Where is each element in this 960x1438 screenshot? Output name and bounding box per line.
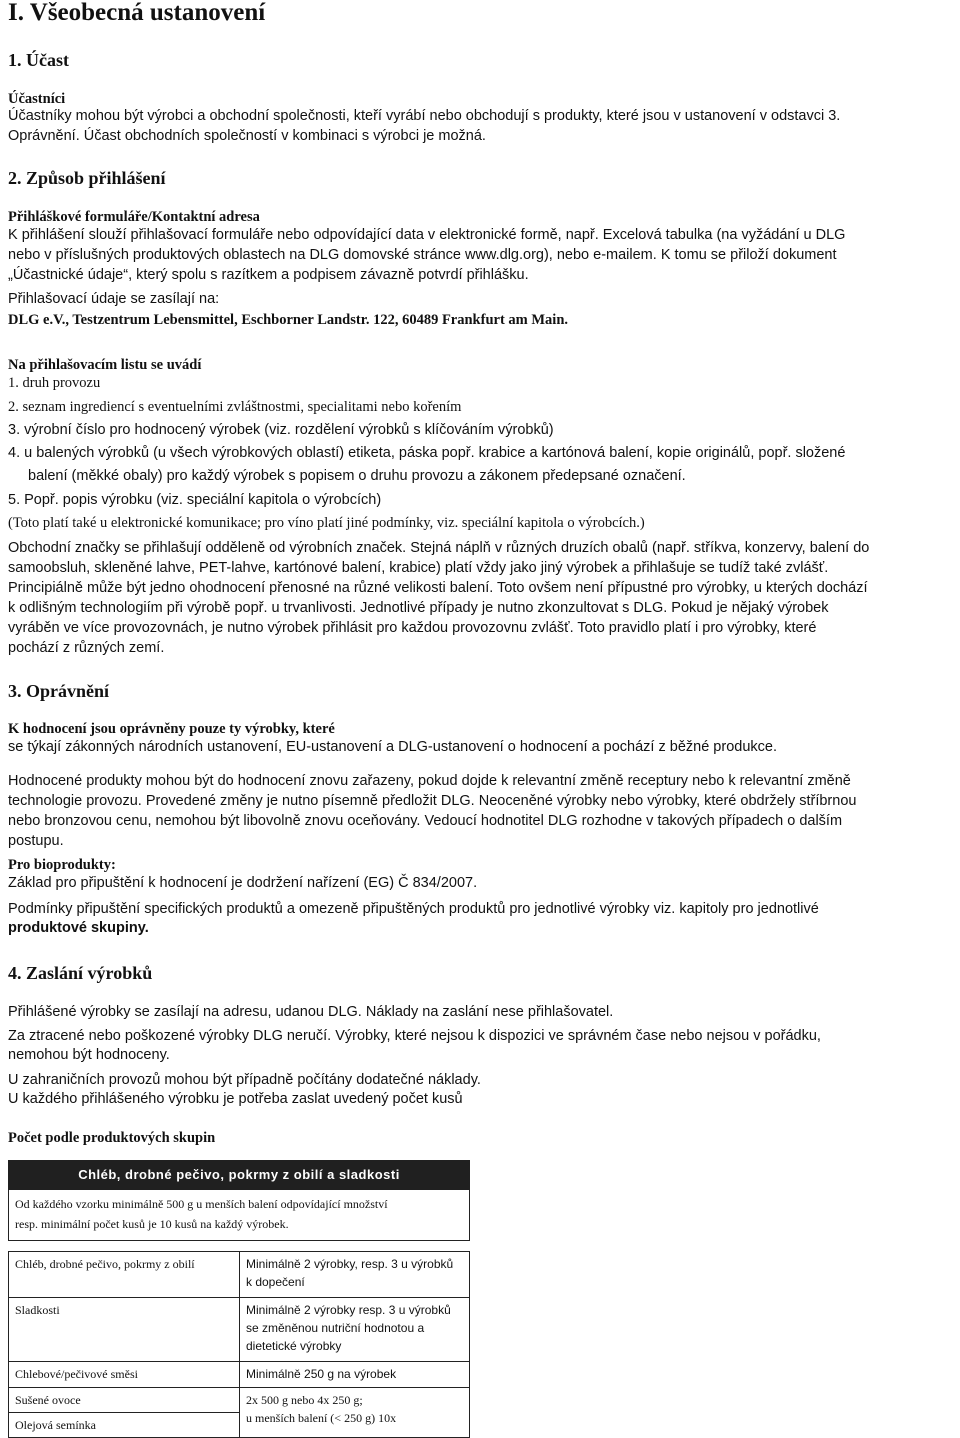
- section-2-line: nebo v příslušných produktových oblastech na DLG domovské stránce www.dlg.org), nebo e-mailem. K tomu se přiloží dokument: [8, 247, 837, 263]
- section-2-heading: 2. Způsob přihlášení: [8, 168, 166, 188]
- section-4-line: Za ztracené nebo poškozené výrobky DLG neručí. Výrobky, které nejsou k dispozici ve správném čase nebo nejsou v pořádku,: [8, 1028, 821, 1044]
- amount-cell: [240, 1252, 470, 1298]
- section-2-paragraph-line: Obchodní značky se přihlašují odděleně od výrobních značek. Stejná náplň v různých druzích obalů (např. stříkva, konzervy, balení do: [8, 540, 870, 556]
- section-3-paragraph-line: technologie provozu. Provedené změny je nutno písemně předložit DLG. Neoceněné výrobky nebo výrobky, které obdržely stříbrnou: [8, 793, 857, 809]
- amount-cell: [240, 1388, 470, 1438]
- section-3-paragraph-line: Hodnocené produkty mohou být do hodnocení znovu zařazeny, pokud dojde k relevantní změně receptury nebo k relevantní změně: [8, 773, 851, 789]
- conditions-line: produktové skupiny.: [8, 920, 149, 936]
- count-heading: Počet podle produktových skupin: [8, 1130, 216, 1146]
- section-3-subheading: K hodnocení jsou oprávněny pouze ty výrobky, které: [8, 721, 335, 737]
- section-4-line: U zahraničních provozů mohou být případně počítány dodatečné náklady.: [8, 1072, 481, 1088]
- amount-cell: [240, 1298, 470, 1362]
- section-3-heading: 3. Oprávnění: [8, 681, 110, 701]
- table-row: [9, 1362, 470, 1388]
- section-4-heading: 4. Zaslání výrobků: [8, 963, 153, 983]
- amount-line: Minimálně 250 g na výrobek: [246, 1367, 397, 1381]
- section-1-line: Oprávnění. Účast obchodních společností v kombinaci s výrobci je možná.: [8, 128, 486, 144]
- table-header: Chléb, drobné pečivo, pokrmy z obilí a sladkosti: [8, 1160, 470, 1190]
- amount-line: k dopečení: [246, 1275, 305, 1289]
- amount-line: u menších balení (< 250 g) 10x: [246, 1411, 397, 1425]
- section-2-paragraph-line: vyráběn ve více provozovnách, je nutno výrobek přihlásit pro každou provozovnu zvlášť. Toto pravidlo platí i pro výrobky, které: [8, 620, 817, 636]
- amount-line: Minimálně 2 výrobky resp. 3 u výrobků: [246, 1303, 451, 1317]
- list-item: 4. u balených výrobků (u všech výrobkových oblastí) etiketa, páska popř. krabice a kartónová balení, kopie originálů, popř. složené: [8, 445, 846, 461]
- product-count-table: [8, 1160, 470, 1438]
- section-1-line: Účastníky mohou být výrobci a obchodní společnosti, kteří vyrábí nebo obchodují s produkty, které jsou v ustanovení v odstavci 3.: [8, 108, 841, 124]
- amount-line: Minimálně 2 výrobky, resp. 3 u výrobků: [246, 1257, 454, 1271]
- product-cell: Sušené ovoce: [9, 1388, 240, 1413]
- section-1-subheading: Účastníci: [8, 91, 66, 107]
- section-4-line: Přihlášené výrobky se zasílají na adresu, udanou DLG. Náklady na zaslání nese přihlašovatel.: [8, 1004, 614, 1020]
- amount-line: se změněnou nutriční hodnotou a: [246, 1321, 425, 1335]
- section-2-line: „Účastnické údaje“, který spolu s razítkem a podpisem závazně potvrdí přihlášku.: [8, 267, 529, 283]
- section-3-line: se týkají zákonných národních ustanovení, EU-ustanovení a DLG-ustanovení o hodnocení a pochází z běžné produkce.: [8, 739, 777, 755]
- section-2-paragraph-line: pochází z různých zemí.: [8, 640, 165, 656]
- section-2-line: K přihlášení slouží přihlašovací formuláře nebo odpovídající data v elektronické formě, např. Excelová tabulka (na vyžádání u DLG: [8, 227, 846, 243]
- list-heading: Na přihlašovacím listu se uvádí: [8, 357, 202, 373]
- list-item-continuation: balení (měkké obaly) pro každý výrobek s popisem o druhu provozu a zákonem předepsané označení.: [28, 468, 686, 484]
- section-2-paragraph-line: samoobsluh, skleněné lahve, PET-lahve, kartónové balení, krabice) platí vždy jako jiný výrobek a přihlašuje se tudíž také zvlášť.: [8, 560, 829, 576]
- section-2-paragraph-line: Principiálně může být jedno ohodnocení přenosné na různé velikosti balení. Toto ovšem není přípustné pro výrobky, u kterých dochází: [8, 580, 868, 596]
- section-1-heading: 1. Účast: [8, 50, 69, 70]
- amount-line: dietetické výrobky: [246, 1339, 342, 1353]
- bio-heading: Pro bioprodukty:: [8, 857, 116, 873]
- product-cell: Sladkosti: [9, 1298, 240, 1362]
- section-4-line: U každého přihlášeného výrobku je potřeba zaslat uvedený počet kusů: [8, 1091, 463, 1107]
- table-grid: [8, 1251, 470, 1438]
- list-note: (Toto platí také u elektronické komunikace; pro víno platí jiné podmínky, viz. speciální kapitola o výrobcích.): [8, 515, 645, 531]
- address: DLG e.V., Testzentrum Lebensmittel, Eschborner Landstr. 122, 60489 Frankfurt am Main.: [8, 312, 569, 328]
- list-item: 2. seznam ingrediencí s eventuelními zvláštnostmi, specialitami nebo kořením: [8, 399, 462, 415]
- send-label: Přihlašovací údaje se zasílají na:: [8, 291, 220, 307]
- list-item: 5. Popř. popis výrobku (viz. speciální kapitola o výrobcích): [8, 492, 382, 508]
- section-2-paragraph-line: k odlišným technologiím při výrobě popř. u trvanlivosti. Jednotlivé případy je nutno zkonzultovat s DLG. Pokud je nějaký výrobek: [8, 600, 829, 616]
- table-row: [9, 1252, 470, 1298]
- table-note: [8, 1190, 470, 1241]
- list-item: 3. výrobní číslo pro hodnocený výrobek (viz. rozdělení výrobků s klíčováním výrobků): [8, 422, 554, 438]
- section-3-paragraph-line: nebo bronzovou cenu, nemohou být libovolně znovu oceňovány. Vedoucí hodnotitel DLG rozhodne v takových případech o dalším: [8, 813, 843, 829]
- section-3-paragraph-line: postupu.: [8, 833, 64, 849]
- bio-line: Základ pro připuštění k hodnocení je dodržení nařízení (EG) Č 834/2007.: [8, 875, 478, 891]
- table-note-line: Od každého vzorku minimálně 500 g u menších balení odpovídající množství: [15, 1197, 388, 1211]
- table-row: [9, 1298, 470, 1362]
- product-cell: Chlebové/pečivové směsi: [9, 1362, 240, 1388]
- product-cell: Chléb, drobné pečivo, pokrmy z obilí: [9, 1252, 240, 1298]
- product-cell: Olejová semínka: [9, 1413, 240, 1438]
- table-row: [9, 1388, 470, 1413]
- page-title: I. Všeobecná ustanovení: [8, 0, 266, 26]
- list-item: 1. druh provozu: [8, 375, 101, 391]
- section-4-line: nemohou být hodnoceny.: [8, 1047, 170, 1063]
- amount-cell: [240, 1362, 470, 1388]
- table-note-line: resp. minimální počet kusů je 10 kusů na každý výrobek.: [15, 1217, 289, 1231]
- conditions-line: Podmínky připuštění specifických produktů a omezeně připuštěných produktů pro jednotlivé výrobky viz. kapitoly pro jednotlivé: [8, 901, 819, 917]
- section-2-subheading: Přihláškové formuláře/Kontaktní adresa: [8, 209, 260, 225]
- amount-line: 2x 500 g nebo 4x 250 g;: [246, 1393, 363, 1407]
